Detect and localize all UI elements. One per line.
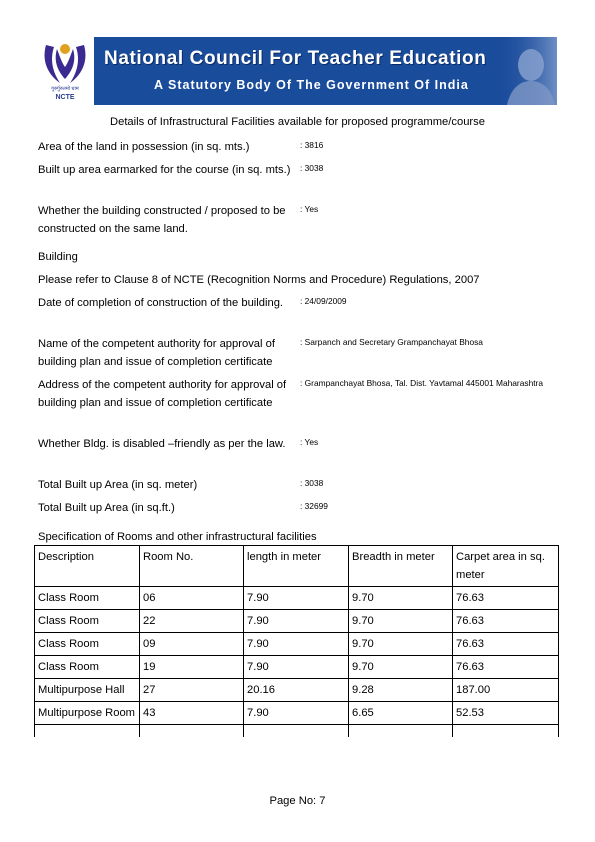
building-heading: Building [38,251,78,263]
column-header: Carpet area in sq. meter [453,546,559,587]
page-number: Page No: 7 [269,795,326,807]
field-label: Whether Bldg. is disabled –friendly as per the law. [38,438,286,450]
column-header: Breadth in meter [349,546,453,587]
logo-abbr: NCTE [55,94,75,101]
table-cell: 187.00 [453,679,559,702]
table-cell: 7.90 [244,702,349,725]
table-cell: 9.70 [349,656,453,679]
table-cell: Class Room [35,656,140,679]
table-cell: 76.63 [453,656,559,679]
field-value: : 32699 [300,501,328,511]
banner-title: National Council For Teacher Education [104,48,487,69]
table-cell: Multipurpose Room [35,702,140,725]
table-cell: 76.63 [453,633,559,656]
table-cell: Multipurpose Hall [35,679,140,702]
field-label: Date of completion of construction of the building. [38,297,284,309]
table-cell [453,725,559,738]
column-header: length in meter [244,546,349,587]
table-cell: 52.53 [453,702,559,725]
ncte-emblem-icon [40,39,90,87]
field-label: Area of the land in possession (in sq. mts.) [38,141,250,153]
field-label: Total Built up Area (in sq. meter) [38,479,198,491]
table-cell [35,725,140,738]
column-header: Description [35,546,140,587]
table-row-empty [35,725,559,738]
logo-motto: गुरुर्गुरुतमो धाम [51,86,79,92]
table-row [35,679,559,702]
field-value: : Yes [300,437,319,447]
table-cell [244,725,349,738]
table-cell [140,725,244,738]
table-row [35,702,559,725]
table-cell: 19 [140,656,244,679]
table-cell: 76.63 [453,587,559,610]
table-cell: 06 [140,587,244,610]
header-banner [36,37,557,105]
rooms-table [34,545,559,737]
table-cell: 7.90 [244,656,349,679]
table-cell [349,725,453,738]
rooms-heading: Specification of Rooms and other infrastructural facilities [38,531,317,543]
table-cell: 7.90 [244,610,349,633]
column-header: Room No. [140,546,244,587]
table-cell: Class Room [35,633,140,656]
table-header-row [35,546,559,587]
table-cell: 22 [140,610,244,633]
table-cell: 9.28 [349,679,453,702]
clause-note: Please refer to Clause 8 of NCTE (Recognition Norms and Procedure) Regulations, 2007 [38,274,480,286]
table-cell: 9.70 [349,610,453,633]
field-label: Built up area earmarked for the course (in sq. mts.) [38,164,291,176]
table-cell: 20.16 [244,679,349,702]
field-label: Name of the competent authority for approval of building plan and issue of completion certificate [38,338,275,368]
table-cell: 7.90 [244,587,349,610]
table-row [35,610,559,633]
table-cell: 9.70 [349,587,453,610]
table-row [35,633,559,656]
table-cell: Class Room [35,610,140,633]
table-cell: Class Room [35,587,140,610]
table-cell: 43 [140,702,244,725]
page-heading: Details of Infrastructural Facilities available for proposed programme/course [110,116,485,128]
field-value: : 3038 [300,478,324,488]
table-cell: 7.90 [244,633,349,656]
field-value: : 3816 [300,140,324,150]
field-value: : 3038 [300,163,324,173]
table-cell: 9.70 [349,633,453,656]
table-cell: 6.65 [349,702,453,725]
field-label: Total Built up Area (in sq.ft.) [38,502,175,514]
field-label: Address of the competent authority for approval of building plan and issue of completion certificate [38,379,287,409]
table-row [35,656,559,679]
field-value: : Grampanchayat Bhosa, Tal. Dist. Yavtamal 445001 Maharashtra [300,378,544,388]
table-cell: 76.63 [453,610,559,633]
field-value: : 24/09/2009 [300,296,347,306]
ncte-logo [36,37,94,105]
field-label: Whether the building constructed / proposed to be constructed on the same land. [38,205,286,235]
banner-subtitle: A Statutory Body Of The Government Of India [154,78,469,92]
portrait-image [495,37,557,105]
field-value: : Yes [300,204,319,214]
table-row [35,587,559,610]
table-cell: 27 [140,679,244,702]
field-value: : Sarpanch and Secretary Grampanchayat Bhosa [300,337,483,347]
table-cell: 09 [140,633,244,656]
